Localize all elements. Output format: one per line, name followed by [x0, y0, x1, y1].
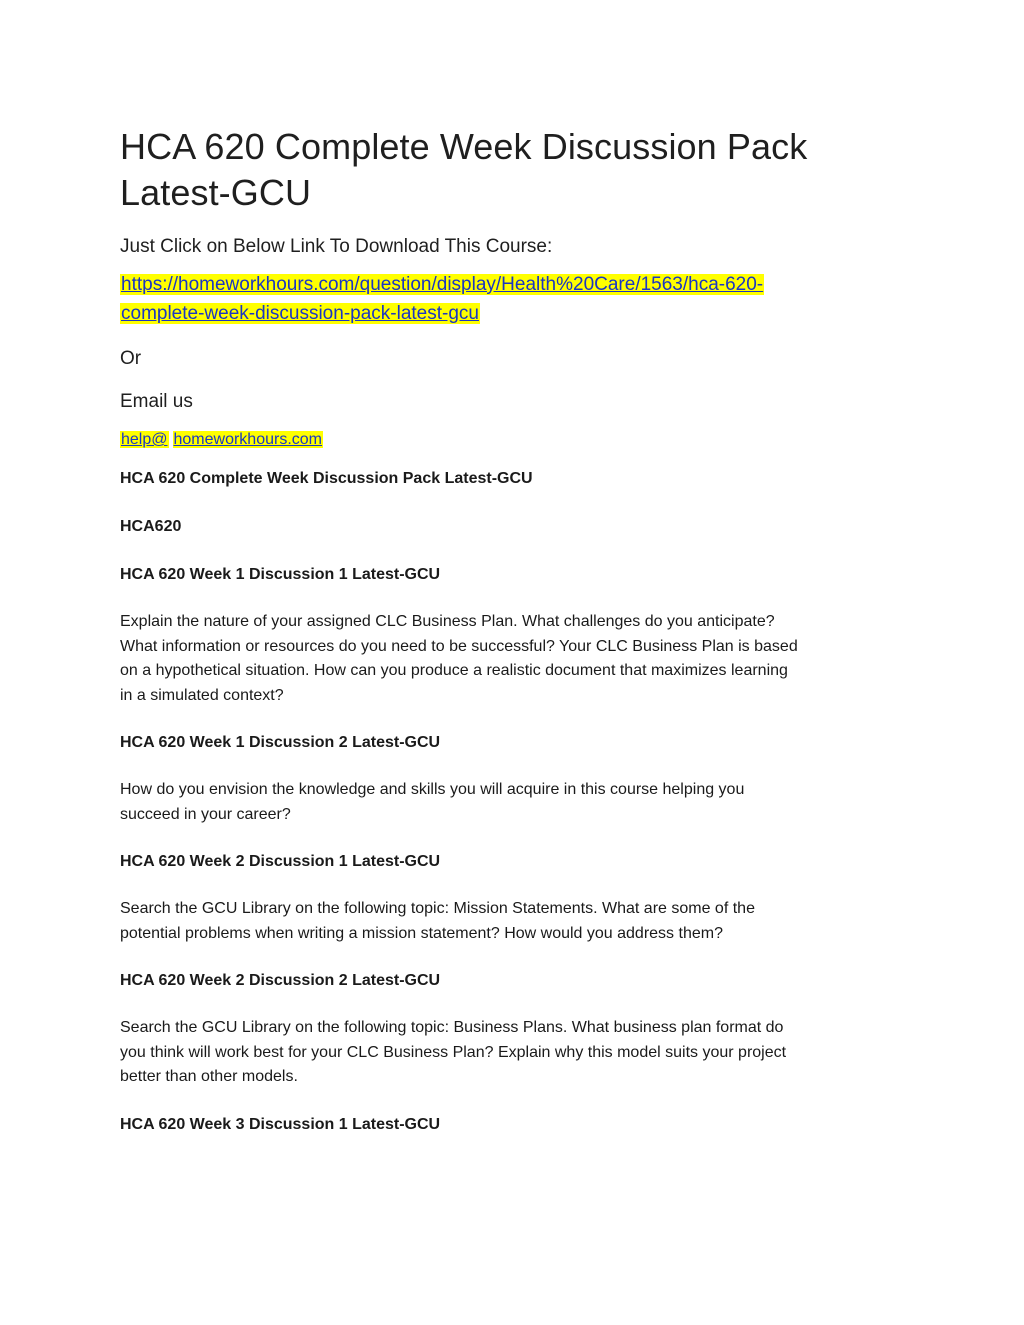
document-page — [120, 124, 910, 1136]
download-link-line-2[interactable]: complete-week-discussion-pack-latest-gcu — [121, 303, 479, 324]
body-line: you think will work best for your CLC Business Plan? Explain why this model suits your project — [120, 1043, 787, 1061]
section-body — [120, 610, 910, 708]
body-line: How do you envision the knowledge and skills you will acquire in this course helping you — [120, 781, 745, 798]
body-line: Search the GCU Library on the following topic: Mission Statements. What are some of the — [120, 900, 755, 917]
body-line: potential problems when writing a mission statement? How would you address them? — [120, 924, 723, 942]
body-line: better than other models. — [120, 1068, 298, 1085]
body-line: Search the GCU Library on the following topic: Business Plans. What business plan format do — [120, 1019, 784, 1036]
section-heading: HCA 620 Week 1 Discussion 2 Latest-GCU — [120, 734, 441, 751]
email-link[interactable] — [120, 429, 910, 451]
section-body — [120, 897, 910, 946]
download-link[interactable] — [120, 270, 910, 328]
body-line: in a simulated context? — [120, 686, 284, 704]
email-link-part-2[interactable]: homeworkhours.com — [173, 431, 322, 448]
main-heading: HCA 620 Complete Week Discussion Pack Latest-GCU — [120, 470, 533, 487]
email-link-part-1[interactable]: help@ — [121, 431, 168, 448]
body-line: Explain the nature of your assigned CLC Business Plan. What challenges do you anticipate? — [120, 613, 775, 630]
download-link-line-1[interactable]: https://homeworkhours.com/question/display/Health%20Care/1563/hca-620- — [121, 274, 764, 295]
section-heading: HCA 620 Week 1 Discussion 1 Latest-GCU — [120, 566, 441, 583]
download-intro: Just Click on Below Link To Download This Course: — [120, 236, 553, 257]
section-heading: HCA 620 Week 2 Discussion 2 Latest-GCU — [120, 972, 441, 989]
or-text: Or — [120, 348, 142, 369]
course-code: HCA620 — [120, 518, 182, 535]
title-line-1: HCA 620 Complete Week Discussion Pack — [120, 126, 808, 167]
body-line: succeed in your career? — [120, 805, 291, 823]
section-heading: HCA 620 Week 3 Discussion 1 Latest-GCU — [120, 1115, 441, 1133]
email-us-label: Email us — [120, 391, 193, 412]
section-body — [120, 1016, 910, 1090]
section-heading: HCA 620 Week 2 Discussion 1 Latest-GCU — [120, 853, 441, 870]
body-line: on a hypothetical situation. How can you produce a realistic document that maximizes learning — [120, 662, 788, 679]
section-body — [120, 778, 910, 827]
document-title — [120, 124, 910, 216]
body-line: What information or resources do you need to be successful? Your CLC Business Plan is based — [120, 637, 798, 655]
title-line-2: Latest-GCU — [120, 172, 312, 213]
